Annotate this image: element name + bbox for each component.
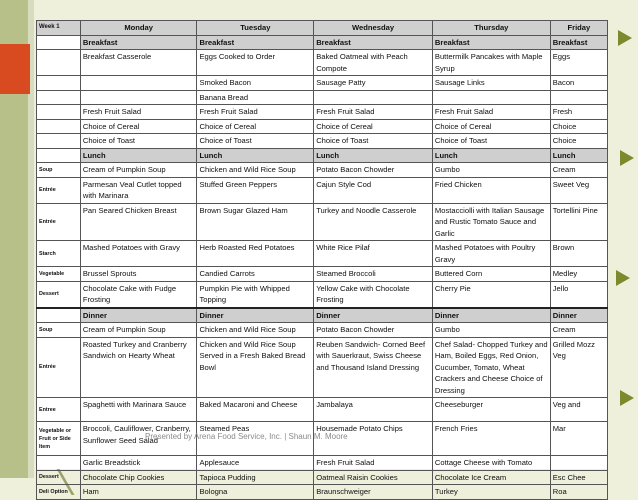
meal-name-cell: Breakfast — [432, 35, 550, 50]
menu-item-cell: Ham — [80, 485, 197, 500]
menu-item-cell: Smoked Bacon — [197, 76, 314, 91]
meal-name-cell: Lunch — [314, 148, 433, 163]
menu-item-cell: Choice — [550, 134, 607, 149]
row-category-label: Deli Option — [37, 485, 81, 500]
menu-item-cell — [550, 90, 607, 105]
menu-item-cell: Chocolate Chip Cookies — [80, 470, 197, 485]
menu-row — [37, 76, 608, 91]
menu-item-cell: Chicken and Wild Rice Soup — [197, 163, 314, 178]
menu-item-cell: Broccoli, Cauliflower, Cranberry, Sunflower Seed Salad — [80, 422, 197, 456]
menu-item-cell: Garlic Breadstick — [80, 456, 197, 471]
menu-item-cell: Potato Bacon Chowder — [314, 163, 433, 178]
menu-item-cell: Housemade Potato Chips — [314, 422, 433, 456]
menu-item-cell: Veg and — [550, 398, 607, 422]
meal-name-cell: Dinner — [432, 308, 550, 323]
menu-row — [37, 456, 608, 471]
menu-item-cell: Yellow Cake with Chocolate Frosting — [314, 281, 433, 308]
menu-item-cell: Fresh Fruit Salad — [197, 105, 314, 120]
row-category-label: Soup — [37, 163, 81, 178]
menu-item-cell: Tortellini Pine — [550, 203, 607, 241]
meal-name-cell: Dinner — [197, 308, 314, 323]
meal-name-cell: Lunch — [432, 148, 550, 163]
meal-name-cell: Lunch — [197, 148, 314, 163]
menu-row — [37, 281, 608, 308]
menu-row — [37, 337, 608, 398]
menu-item-cell: Brown Sugar Glazed Ham — [197, 203, 314, 241]
menu-item-cell: Fried Chicken — [432, 177, 550, 203]
menu-item-cell: Brussel Sprouts — [80, 267, 197, 282]
menu-item-cell: Fresh — [550, 105, 607, 120]
menu-item-cell: Roasted Turkey and Cranberry Sandwich on Hearty Wheat — [80, 337, 197, 398]
menu-item-cell: Mashed Potatoes with Poultry Gravy — [432, 241, 550, 267]
triangle-decor-icon — [618, 30, 632, 46]
menu-row — [37, 398, 608, 422]
menu-item-cell: Cream of Pumpkin Soup — [80, 323, 197, 338]
row-category-label: Dessert — [37, 281, 81, 308]
row-category-label — [37, 50, 81, 76]
row-category-label: Dessert — [37, 470, 81, 485]
menu-row — [37, 203, 608, 241]
menu-item-cell: Chocolate Cake with Fudge Frosting — [80, 281, 197, 308]
menu-item-cell: Mar — [550, 422, 607, 456]
menu-row — [37, 119, 608, 134]
row-category-label — [37, 308, 81, 323]
day-header-wednesday: Wednesday — [314, 21, 433, 36]
triangle-decor-icon — [620, 390, 634, 406]
menu-item-cell — [550, 456, 607, 471]
menu-item-cell: Cream — [550, 323, 607, 338]
meal-name-cell: Breakfast — [550, 35, 607, 50]
menu-item-cell: Chicken and Wild Rice Soup Served in a Fresh Baked Bread Bowl — [197, 337, 314, 398]
menu-item-cell: Reuben Sandwich- Corned Beef with Sauerkraut, Swiss Cheese and Thousand Island Dressing — [314, 337, 433, 398]
menu-item-cell: Buttermilk Pancakes with Maple Syrup — [432, 50, 550, 76]
menu-item-cell: Jello — [550, 281, 607, 308]
menu-row — [37, 163, 608, 178]
menu-item-cell: Bologna — [197, 485, 314, 500]
menu-item-cell: Cottage Cheese with Tomato — [432, 456, 550, 471]
menu-item-cell: Baked Macaroni and Cheese — [197, 398, 314, 422]
menu-item-cell: Mashed Potatoes with Gravy — [80, 241, 197, 267]
menu-item-cell: Gumbo — [432, 323, 550, 338]
menu-item-cell: Steamed Peas — [197, 422, 314, 456]
menu-row — [37, 134, 608, 149]
row-category-label: Vegetable or Fruit or Side Item — [37, 422, 81, 456]
menu-item-cell: Baked Oatmeal with Peach Compote — [314, 50, 433, 76]
menu-item-cell: White Rice Pilaf — [314, 241, 433, 267]
menu-item-cell: French Fries — [432, 422, 550, 456]
meal-name-cell: Dinner — [314, 308, 433, 323]
menu-item-cell: Stuffed Green Peppers — [197, 177, 314, 203]
menu-row — [37, 323, 608, 338]
day-header-row — [37, 21, 608, 36]
menu-item-cell: Gumbo — [432, 163, 550, 178]
menu-item-cell: Fresh Fruit Salad — [432, 105, 550, 120]
menu-item-cell: Sausage Patty — [314, 76, 433, 91]
row-category-label — [37, 119, 81, 134]
menu-item-cell: Chef Salad- Chopped Turkey and Ham, Boiled Eggs, Red Onion, Cucumber, Tomato, Wheat Crackers and Cheese Choice of Dressing — [432, 337, 550, 398]
menu-item-cell: Mostacciolli with Italian Sausage and Rustic Tomato Sauce and Garlic — [432, 203, 550, 241]
day-header-tuesday: Tuesday — [197, 21, 314, 36]
menu-row — [37, 50, 608, 76]
menu-item-cell — [80, 76, 197, 91]
menu-item-cell: Spaghetti with Marinara Sauce — [80, 398, 197, 422]
meal-header-row — [37, 35, 608, 50]
triangle-decor-icon — [620, 150, 634, 166]
menu-item-cell: Parmesan Veal Cutlet topped with Marinara — [80, 177, 197, 203]
menu-item-cell: Fresh Fruit Salad — [314, 105, 433, 120]
menu-sheet — [36, 20, 608, 496]
menu-item-cell: Roa — [550, 485, 607, 500]
menu-item-cell: Eggs — [550, 50, 607, 76]
menu-item-cell — [432, 90, 550, 105]
menu-item-cell: Buttered Corn — [432, 267, 550, 282]
row-category-label — [37, 35, 81, 50]
menu-item-cell: Oatmeal Raisin Cookies — [314, 470, 433, 485]
menu-item-cell: Choice of Cereal — [314, 119, 433, 134]
week-label: Week 1 — [37, 21, 81, 36]
menu-item-cell: Chocolate Ice Cream — [432, 470, 550, 485]
meal-name-cell: Lunch — [550, 148, 607, 163]
menu-row — [37, 267, 608, 282]
menu-item-cell: Tapioca Pudding — [197, 470, 314, 485]
row-category-label: Entree — [37, 398, 81, 422]
menu-row — [37, 485, 608, 500]
menu-item-cell: Eggs Cooked to Order — [197, 50, 314, 76]
menu-item-cell: Choice of Cereal — [432, 119, 550, 134]
menu-item-cell: Jambalaya — [314, 398, 433, 422]
menu-item-cell: Applesauce — [197, 456, 314, 471]
day-header-friday: Friday — [550, 21, 607, 36]
day-header-monday: Monday — [80, 21, 197, 36]
menu-row — [37, 105, 608, 120]
meal-name-cell: Lunch — [80, 148, 197, 163]
menu-item-cell: Choice of Toast — [432, 134, 550, 149]
row-category-label: Entrée — [37, 203, 81, 241]
menu-item-cell: Choice of Toast — [80, 134, 197, 149]
menu-table — [36, 20, 608, 500]
menu-item-cell: Cajun Style Cod — [314, 177, 433, 203]
row-category-label — [37, 148, 81, 163]
menu-item-cell: Cream of Pumpkin Soup — [80, 163, 197, 178]
red-accent-block — [0, 44, 30, 94]
meal-name-cell: Breakfast — [314, 35, 433, 50]
row-category-label — [37, 134, 81, 149]
meal-header-row — [37, 148, 608, 163]
menu-item-cell — [314, 90, 433, 105]
menu-item-cell: Turkey and Noodle Casserole — [314, 203, 433, 241]
meal-header-row — [37, 308, 608, 323]
row-category-label: Vegetable — [37, 267, 81, 282]
menu-item-cell: Pumpkin Pie with Whipped Topping — [197, 281, 314, 308]
menu-item-cell: Banana Bread — [197, 90, 314, 105]
menu-row — [37, 177, 608, 203]
menu-item-cell: Fresh Fruit Salad — [314, 456, 433, 471]
menu-item-cell: Braunschweiger — [314, 485, 433, 500]
menu-item-cell: Choice of Toast — [197, 134, 314, 149]
row-category-label — [37, 456, 81, 471]
row-category-label — [37, 105, 81, 120]
menu-item-cell: Sausage Links — [432, 76, 550, 91]
row-category-label — [37, 90, 81, 105]
presenter-footer: Presented by Arena Food Service, Inc. | Shaun M. Moore — [145, 432, 348, 441]
menu-item-cell: Breakfast Casserole — [80, 50, 197, 76]
menu-item-cell: Herb Roasted Red Potatoes — [197, 241, 314, 267]
menu-item-cell: Brown — [550, 241, 607, 267]
menu-item-cell: Cherry Pie — [432, 281, 550, 308]
day-header-thursday: Thursday — [432, 21, 550, 36]
menu-item-cell: Sweet Veg — [550, 177, 607, 203]
row-category-label: Entrée — [37, 177, 81, 203]
menu-item-cell: Choice of Cereal — [80, 119, 197, 134]
row-category-label: Entrée — [37, 337, 81, 398]
meal-name-cell: Breakfast — [197, 35, 314, 50]
menu-item-cell: Cheeseburger — [432, 398, 550, 422]
menu-row — [37, 470, 608, 485]
menu-item-cell: Medley — [550, 267, 607, 282]
menu-item-cell: Cream — [550, 163, 607, 178]
meal-name-cell: Breakfast — [80, 35, 197, 50]
menu-item-cell: Fresh Fruit Salad — [80, 105, 197, 120]
triangle-decor-icon — [616, 270, 630, 286]
menu-item-cell: Pan Seared Chicken Breast — [80, 203, 197, 241]
menu-item-cell: Choice of Cereal — [197, 119, 314, 134]
menu-item-cell: Choice — [550, 119, 607, 134]
menu-item-cell: Turkey — [432, 485, 550, 500]
menu-item-cell: Candied Carrots — [197, 267, 314, 282]
meal-name-cell: Dinner — [550, 308, 607, 323]
menu-item-cell: Potato Bacon Chowder — [314, 323, 433, 338]
row-category-label — [37, 76, 81, 91]
menu-item-cell: Choice of Toast — [314, 134, 433, 149]
menu-row — [37, 90, 608, 105]
row-category-label: Soup — [37, 323, 81, 338]
menu-item-cell: Chicken and Wild Rice Soup — [197, 323, 314, 338]
meal-name-cell: Dinner — [80, 308, 197, 323]
menu-item-cell — [80, 90, 197, 105]
menu-item-cell: Bacon — [550, 76, 607, 91]
row-category-label: Starch — [37, 241, 81, 267]
menu-item-cell: Grilled Mozz Veg — [550, 337, 607, 398]
menu-item-cell: Steamed Broccoli — [314, 267, 433, 282]
menu-row — [37, 241, 608, 267]
menu-item-cell: Esc Chee — [550, 470, 607, 485]
